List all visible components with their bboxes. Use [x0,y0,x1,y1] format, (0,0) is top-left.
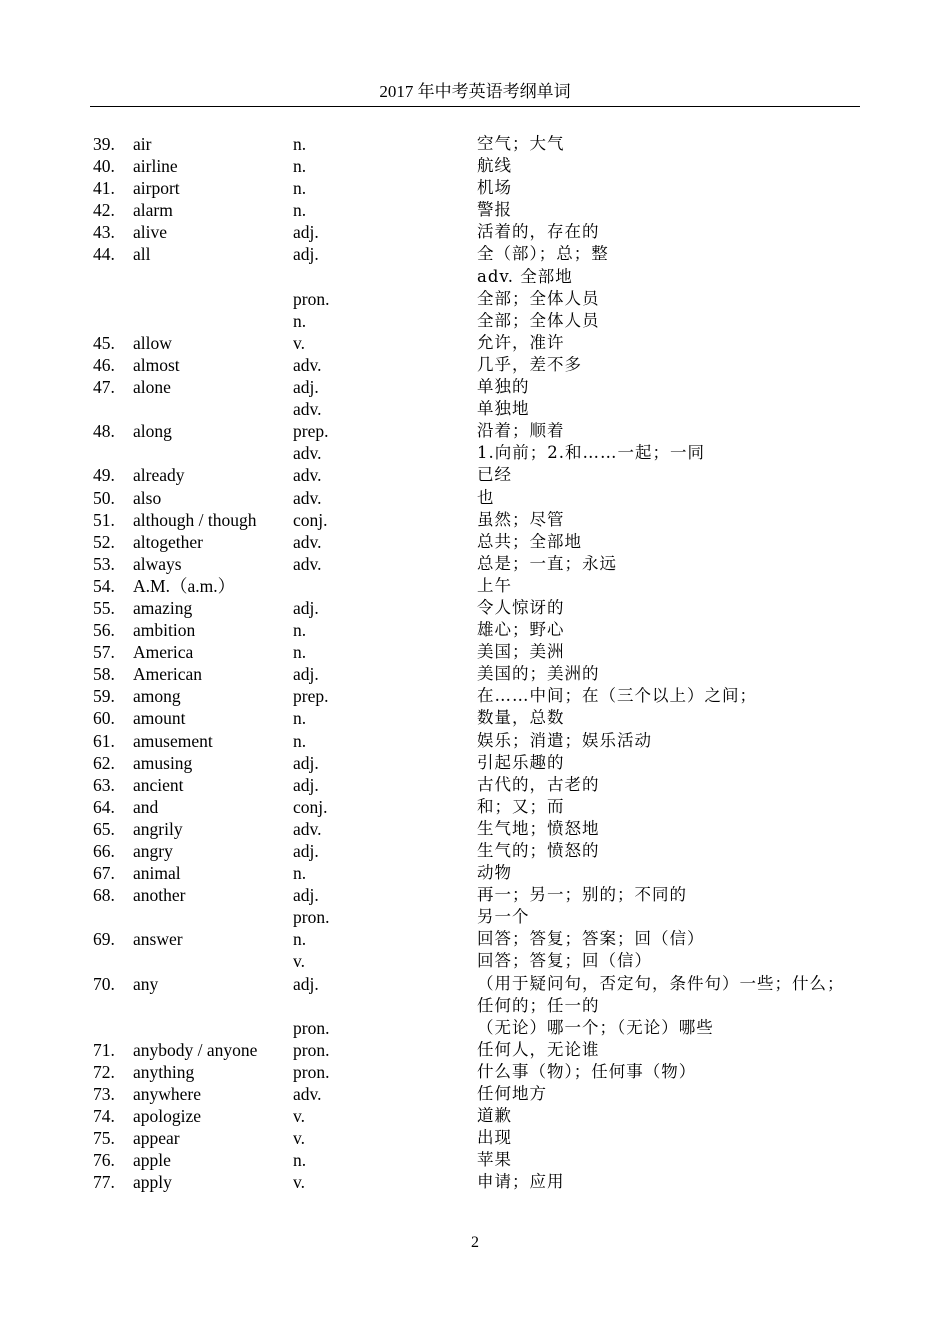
entry-number: 62. [93,752,115,773]
entry-word: any [133,973,159,994]
vocab-entry-row [93,420,873,442]
entry-definition: 全部；全体人员 [477,310,600,330]
vocab-entry-row [93,1171,873,1193]
entry-word: allow [133,332,172,353]
entry-part-of-speech: v. [293,1128,305,1149]
entry-part-of-speech: n. [293,200,307,221]
page-title: 2017 年中考英语考纲单词 [379,82,571,101]
entry-word: angry [133,841,173,861]
entry-number: 51. [93,509,115,530]
entry-part-of-speech: pron. [293,907,330,928]
entry-number: 65. [93,818,115,839]
entry-definition: 在……中间；在（三个以上）之间； [477,686,757,706]
entry-number: 66. [93,841,115,861]
entry-definition: 数量，总数 [477,708,565,728]
vocab-entry-row [93,1039,873,1061]
entry-word: anybody / anyone [133,1039,258,1060]
entry-number: 44. [93,244,115,265]
vocabulary-list [93,133,873,1194]
entry-word: apply [133,1172,172,1193]
entry-definition: 回答；答复；答案；回（信） [477,929,705,949]
entry-definition: 也 [477,487,495,507]
entry-definition: 机场 [477,178,512,198]
entry-definition: 道歉 [477,1106,512,1126]
entry-part-of-speech: n. [293,1150,307,1171]
entry-definition: 再一；另一；别的；不同的 [477,885,687,905]
entry-definition: 航线 [477,156,512,176]
entry-definition: 活着的，存在的 [477,222,600,242]
entry-definition: 引起乐趣的 [477,752,565,772]
vocab-entry-row [93,221,873,243]
entry-part-of-speech: adv. [293,443,322,464]
entry-number: 71. [93,1039,115,1060]
entry-number: 60. [93,708,115,729]
entry-definition: 已经 [477,465,512,485]
entry-word: although / though [133,509,257,530]
vocab-entry-row [93,730,873,752]
entry-word: air [133,134,152,154]
entry-number: 63. [93,774,115,795]
entry-definition: 什么事（物）；任何事（物） [477,1061,697,1081]
entry-definition: 动物 [477,863,512,883]
entry-number: 76. [93,1150,115,1171]
entry-word: alive [133,222,168,243]
entry-part-of-speech: n. [293,620,307,641]
entry-definition: 和；又；而 [477,796,565,816]
vocab-entry-row [93,928,873,950]
entry-word: another [133,885,186,906]
entry-word: America [133,642,194,663]
vocab-entry-row [93,509,873,531]
entry-definition: 古代的，古老的 [477,774,600,794]
entry-number: 46. [93,354,115,375]
entry-number: 41. [93,178,115,199]
entry-word: almost [133,354,180,375]
entry-number: 45. [93,332,115,353]
entry-definition: 苹果 [477,1150,512,1170]
entry-definition: 警报 [477,200,512,220]
entry-word: amount [133,708,186,729]
entry-number: 67. [93,863,115,884]
entry-number: 74. [93,1106,115,1127]
entry-part-of-speech: adv. [293,553,322,574]
vocab-entry-row [93,884,873,906]
vocab-entry-row [93,707,873,729]
entry-definition: 回答；答复；回（信） [477,951,652,971]
entry-part-of-speech: n. [293,178,307,199]
vocab-entry-row [93,1083,873,1105]
entry-definition: 申请；应用 [477,1172,565,1192]
entry-number: 68. [93,885,115,906]
vocab-entry-row [93,332,873,354]
vocab-entry-row [93,1105,873,1127]
entry-number: 69. [93,929,115,950]
entry-part-of-speech: adj. [293,222,319,243]
entry-definition: 总共；全部地 [477,531,582,551]
vocab-entry-row [93,398,873,420]
entry-word: anywhere [133,1084,202,1105]
entry-definition: （无论）哪一个；（无论）哪些 [477,1017,714,1037]
entry-word: airport [133,178,180,199]
vocab-entry-row [93,619,873,641]
vocab-entry-row [93,243,873,265]
entry-number: 43. [93,222,115,243]
entry-word: American [133,664,202,685]
entry-word: apologize [133,1106,202,1127]
entry-word: always [133,553,182,574]
entry-part-of-speech: n. [293,708,307,729]
entry-part-of-speech: v. [293,1106,305,1127]
vocab-entry-row [93,840,873,862]
entry-word: angrily [133,818,183,839]
entry-definition: 雄心；野心 [477,620,565,640]
entry-word: A.M.（a.m.） [133,575,236,596]
entry-number: 73. [93,1084,115,1105]
entry-part-of-speech: n. [293,730,307,751]
entry-definition: 单独地 [477,399,530,419]
entry-definition: 另一个 [477,907,530,927]
entry-definition: 虽然；尽管 [477,509,565,529]
entry-number: 48. [93,421,115,442]
vocab-entry-row [93,553,873,575]
entry-part-of-speech: n. [293,863,307,884]
entry-definition: 生气地；愤怒地 [477,818,600,838]
vocab-entry-row [93,288,873,310]
entry-number: 70. [93,973,115,994]
entry-part-of-speech: adv. [293,465,322,486]
entry-word: altogether [133,531,203,552]
entry-definition: 允许，准许 [477,332,565,352]
vocab-entry-row [93,177,873,199]
entry-part-of-speech: conj. [293,796,328,817]
entry-part-of-speech: n. [293,929,307,950]
vocab-entry-row [93,906,873,928]
entry-definition: 任何地方 [477,1084,547,1104]
vocab-entry-row [93,818,873,840]
entry-number: 42. [93,200,115,221]
entry-part-of-speech: adj. [293,597,319,618]
entry-number: 39. [93,134,115,154]
entry-word: along [133,421,172,442]
vocab-entry-row [93,199,873,221]
entry-part-of-speech: adv. [293,818,322,839]
entry-part-of-speech: n. [293,642,307,663]
vocab-entry-row [93,1149,873,1171]
vocab-entry-row [93,663,873,685]
entry-number: 47. [93,377,115,398]
entry-definition: 全（部）；总；整 [477,244,609,264]
entry-number: 61. [93,730,115,751]
entry-number: 55. [93,597,115,618]
entry-definition: 娱乐；消遣；娱乐活动 [477,730,652,750]
entry-part-of-speech: pron. [293,288,330,309]
entry-definition: 几乎，差不多 [477,354,582,374]
entry-definition: 沿着；顺着 [477,421,565,441]
page-header [90,78,860,107]
entry-part-of-speech: adj. [293,752,319,773]
entry-number: 64. [93,796,115,817]
entry-part-of-speech: prep. [293,421,329,442]
vocab-entry-row [93,685,873,707]
vocab-entry-row [93,774,873,796]
entry-number: 52. [93,531,115,552]
entry-number: 49. [93,465,115,486]
entry-part-of-speech: adv. [293,399,322,420]
vocab-entry-row [93,973,873,995]
vocab-entry-row [93,1061,873,1083]
entry-definition: 单独的 [477,377,530,397]
entry-definition: 令人惊讶的 [477,597,565,617]
entry-number: 75. [93,1128,115,1149]
entry-definition: 上午 [477,575,512,595]
vocab-entry-row [93,796,873,818]
entry-number: 77. [93,1172,115,1193]
entry-number: 56. [93,620,115,641]
entry-part-of-speech: pron. [293,1039,330,1060]
vocab-entry-row [93,487,873,509]
entry-definition: 全部；全体人员 [477,288,600,308]
entry-number: 50. [93,487,115,508]
entry-part-of-speech: v. [293,951,305,972]
vocab-entry-row [93,597,873,619]
vocab-entry-row [93,862,873,884]
entry-part-of-speech: v. [293,332,305,353]
entry-word: alarm [133,200,173,221]
entry-definition: 美国的；美洲的 [477,664,600,684]
entry-word: also [133,487,162,508]
entry-part-of-speech: adv. [293,531,322,552]
entry-definition: （用于疑问句，否定句，条件句）一些；什么； [477,973,845,993]
entry-number: 58. [93,664,115,685]
entry-part-of-speech: adj. [293,774,319,795]
vocab-entry-row [93,1017,873,1039]
entry-word: ambition [133,620,196,641]
vocab-entry-row [93,950,873,972]
entry-number: 54. [93,575,115,596]
entry-definition: 空气；大气 [477,134,565,153]
entry-part-of-speech: pron. [293,1017,330,1038]
entry-word: appear [133,1128,180,1149]
entry-part-of-speech: adv. [293,354,322,375]
vocab-entry-row [93,354,873,376]
entry-word: airline [133,156,178,177]
entry-word: already [133,465,185,486]
entry-number: 57. [93,642,115,663]
entry-number: 40. [93,156,115,177]
entry-word: amusement [133,730,213,751]
entry-number: 59. [93,686,115,707]
entry-number: 72. [93,1061,115,1082]
entry-word: apple [133,1150,171,1171]
entry-part-of-speech: adj. [293,377,319,398]
entry-word: answer [133,929,183,950]
entry-definition: 总是；一直；永远 [477,553,617,573]
entry-part-of-speech: prep. [293,686,329,707]
entry-part-of-speech: adj. [293,973,319,994]
entry-part-of-speech: adv. [293,487,322,508]
entry-definition: 1.向前；2.和……一起；一同 [477,443,705,463]
vocab-entry-row [93,531,873,553]
entry-word: anything [133,1061,195,1082]
entry-definition: 任何的；任一的 [477,995,600,1015]
entry-part-of-speech: adj. [293,885,319,906]
entry-part-of-speech: adj. [293,664,319,685]
entry-number: 53. [93,553,115,574]
vocab-entry-row [93,376,873,398]
entry-part-of-speech: adj. [293,841,319,861]
entry-definition: 出现 [477,1128,512,1148]
entry-word: alone [133,377,171,398]
vocab-entry-row [93,575,873,597]
entry-part-of-speech: adv. [293,1084,322,1105]
entry-part-of-speech: n. [293,310,307,331]
entry-definition: adv. 全部地 [477,266,573,286]
vocab-entry-row [93,133,873,155]
vocab-entry-row [93,1127,873,1149]
vocab-entry-row [93,310,873,332]
entry-word: amusing [133,752,193,773]
vocab-entry-row [93,155,873,177]
entry-word: animal [133,863,181,884]
page-number: 2 [471,1234,479,1251]
vocab-entry-row [93,442,873,464]
entry-part-of-speech: n. [293,156,307,177]
vocab-entry-row [93,641,873,663]
entry-word: all [133,244,151,265]
vocab-entry-row [93,464,873,486]
entry-part-of-speech: pron. [293,1061,330,1082]
entry-part-of-speech: n. [293,134,307,154]
entry-word: and [133,796,159,817]
entry-word: amazing [133,597,193,618]
entry-word: among [133,686,181,707]
entry-definition: 任何人，无论谁 [477,1039,600,1059]
vocab-entry-row [93,995,873,1017]
entry-part-of-speech: v. [293,1172,305,1193]
vocab-entry-row [93,752,873,774]
vocab-entry-row [93,266,873,288]
entry-part-of-speech: adj. [293,244,319,265]
entry-word: ancient [133,774,184,795]
entry-definition: 美国；美洲 [477,642,565,662]
entry-definition: 生气的；愤怒的 [477,841,600,860]
entry-part-of-speech: conj. [293,509,328,530]
